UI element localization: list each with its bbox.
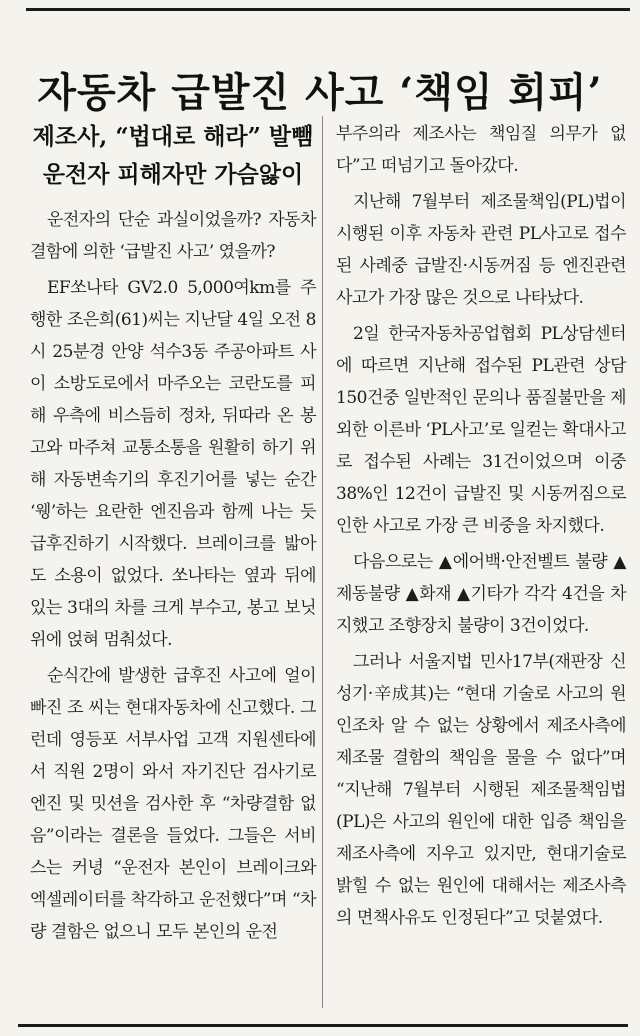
- paragraph: 다음으로는 ▲에어백·안전벨트 불량 ▲제동불량 ▲화재 ▲기타가 각각 4건을 차지했고 조향장치 불량이 3건이었다.: [336, 552, 626, 636]
- article-column-right: [336, 118, 626, 934]
- paragraph: 2일 한국자동차공업협회 PL상담센터에 따르면 지난해 접수된 PL관련 상담 150건중 일반적인 문의나 품질불만을 제외한 이른바 ‘PL사고’로 일컫는 확대사고로 접수된 사례는 31건이었으며 이중 38%인 12건이 급발진 및 시동꺼짐으로 인한 사고로 가장 큰 비중을 차지했다.: [336, 324, 626, 536]
- subheadline-line-1: 제조사, “법대로 해라” 발뺌: [32, 123, 314, 150]
- top-rule: [26, 8, 630, 11]
- article-column-left: [30, 118, 316, 948]
- left-column-body: [30, 204, 316, 948]
- paragraph: 그러나 서울지법 민사17부(재판장 신성기·辛成其)는 “현대 기술로 사고의 원인조차 알 수 없는 상황에서 제조사측에 제조물 결함의 책임을 물을 수 없다”며 “지난해 7월부터 시행된 제조물책임법(PL)은 사고의 원인에 대한 입증 책임을 제조사측에 지우고 있지만, 현대기술로 밝힐 수 없는 원인에 대해서는 제조사측의 면책사유도 인정된다”고 덧붙였다.: [336, 652, 626, 928]
- subheadline: [30, 118, 316, 194]
- headline: 자동차 급발진 사고 ‘책임 회피’: [37, 68, 603, 116]
- paragraph: 운전자의 단순 과실이었을까? 자동차 결함에 의한 ‘급발진 사고’ 였을까?: [30, 210, 316, 262]
- column-divider: [322, 116, 323, 1008]
- paragraph: 순식간에 발생한 급후진 사고에 얼이 빠진 조 씨는 현대자동차에 신고했다. 그런데 영등포 서부사업 고객 지원센타에서 직원 2명이 와서 자기진단 검사기로 엔진 및 밋션을 검사한 후 “차량결함 없음”이라는 결론을 들었다. 그들은 서비스는 커녕 “운전자 본인이 브레이크와 엑셀레이터를 착각하고 운전했다”며 “차량 결함은 없으니 모두 본인의 운전: [30, 666, 316, 942]
- paragraph: 지난해 7월부터 제조물책임(PL)법이 시행된 이후 자동차 관련 PL사고로 접수된 사례중 급발진·시동꺼짐 등 엔진관련 사고가 가장 많은 것으로 나타났다.: [336, 192, 626, 308]
- subheadline-line-2: 운전자 피해자만 가슴앓이: [42, 161, 304, 188]
- paragraph: EF쏘나타 GV2.0 5,000여km를 주행한 조은희(61)씨는 지난달 4일 오전 8시 25분경 안양 석수3동 주공아파트 사이 소방도로에서 마주오는 코란도를 피해 우측에 비스듬히 정차, 뒤따라 온 봉고와 마주쳐 교통소통을 원활히 하기 위해 자동변속기의 후진기어를 넣는 순간 ‘웽’하는 요란한 엔진음과 함께 나는 듯 급후진하기 시작했다. 브레이크를 밟아도 소용이 없었다. 쏘나타는 옆과 뒤에 있는 3대의 차를 크게 부수고, 봉고 보닛 위에 얹혀 멈춰섰다.: [30, 278, 316, 650]
- right-column-body: [336, 118, 626, 934]
- bottom-rule: [18, 1024, 628, 1027]
- paragraph-continuation: 부주의라 제조사는 책임질 의무가 없다”고 떠넘기고 돌아갔다.: [336, 124, 626, 176]
